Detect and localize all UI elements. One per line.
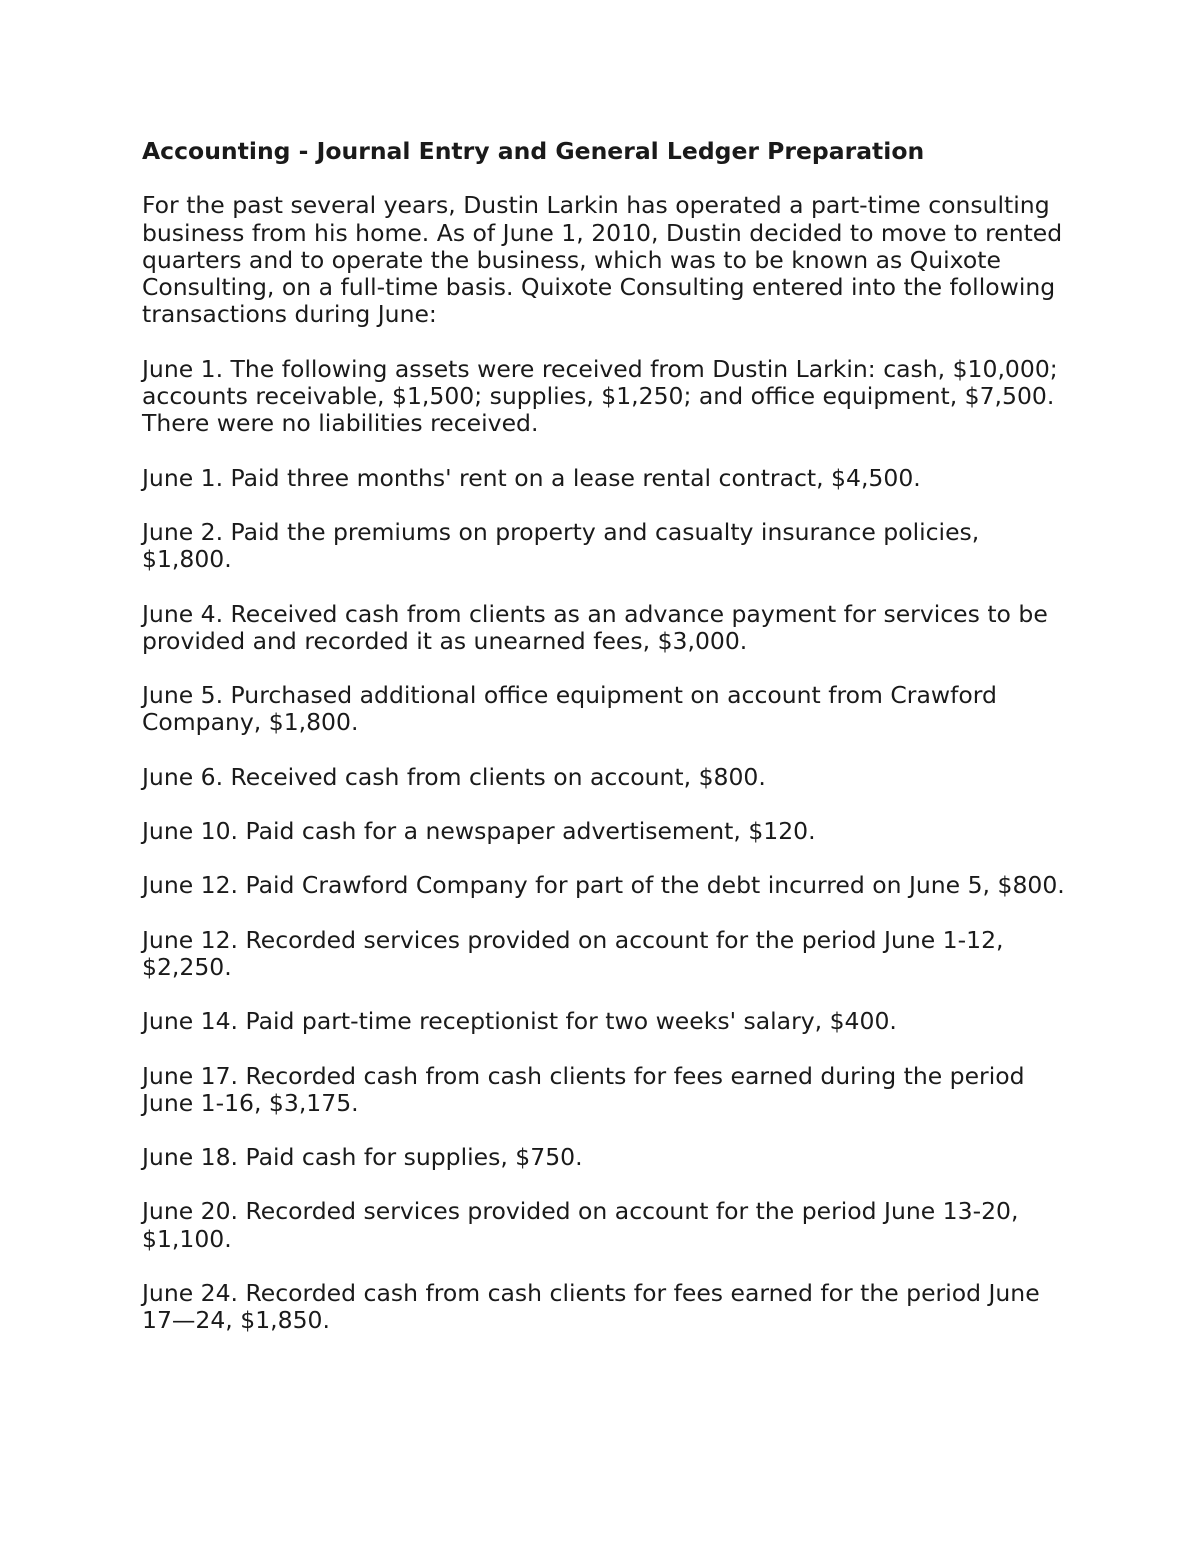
document-body [142,138,1072,1362]
transaction-item: June 20. Recorded services provided on account for the period June 13-20, $1,100. [142,1197,1019,1253]
transaction-item: June 2. Paid the premiums on property and casualty insurance policies, $1,800. [142,517,980,574]
transaction-item: June 4. Received cash from clients as an advance payment for services to be provided and recorded it as unearned fees, $3,000. [142,599,1048,655]
transaction-item: June 12. Paid Crawford Company for part of the debt incurred on June 5, $800. [142,871,1065,900]
transaction-item: June 14. Paid part-time receptionist for two weeks' salary, $400. [142,1007,897,1036]
transaction-item: June 1. Paid three months' rent on a lease rental contract, $4,500. [142,463,921,492]
document-title: Accounting - Journal Entry and General Ledger Preparation [142,137,925,165]
transaction-item: June 5. Purchased additional office equipment on account from Crawford Company, $1,800. [142,681,997,737]
intro-paragraph: For the past several years, Dustin Larkin has operated a part-time consulting business from his home. As of June 1, 2010, Dustin decided to move to rented quarters and to operate the business, which was to be known as Quixote Consulting, on a full-time basis. Quixote Consulting entered into the following transactions during June: [142,191,1063,329]
transaction-item: June 1. The following assets were received from Dustin Larkin: cash, $10,000; accounts receivable, $1,500; supplies, $1,250; and office equipment, $7,500. There were no liabilities received. [142,354,1058,438]
transaction-item: June 18. Paid cash for supplies, $750. [142,1143,583,1172]
transaction-item: June 24. Recorded cash from cash clients for fees earned for the period June 17—24, $1,850. [142,1279,1040,1335]
transaction-item: June 12. Recorded services provided on account for the period June 1-12, $2,250. [142,925,1004,981]
transaction-item: June 10. Paid cash for a newspaper advertisement, $120. [142,817,816,846]
transaction-item: June 6. Received cash from clients on account, $800. [142,762,766,791]
transaction-item: June 17. Recorded cash from cash clients for fees earned during the period June 1-16, $3,175. [142,1061,1025,1117]
